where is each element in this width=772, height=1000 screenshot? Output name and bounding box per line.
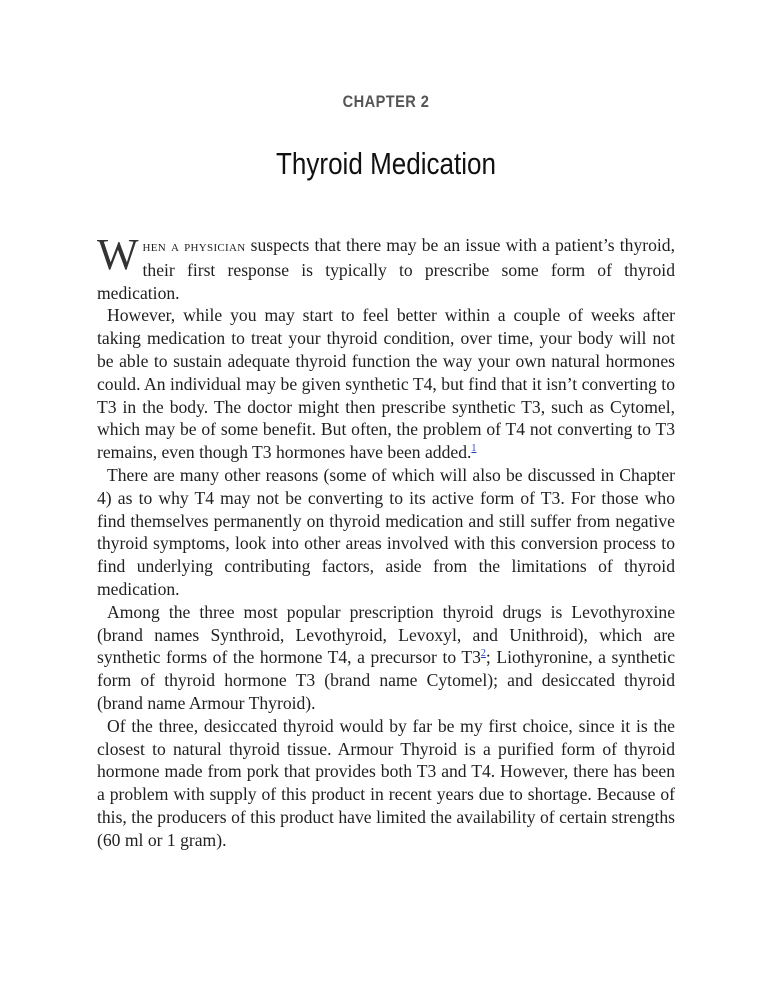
paragraph-1-text: suspects that there may be an issue with a patient’s thyroid, their first response is typically to prescribe some form of thyroid medication. [97,235,675,303]
paragraph-2 [97,304,675,464]
paragraph-3-text: There are many other reasons (some of which will also be discussed in Chapter 4) as to why T4 may not be converting to its active form of T3. For those who find themselves permanently on thyroid medication and still suffer from negative thyroid symptoms, look into other areas involved with this conversion process to find underlying contributing factors, aside from the limitations of thyroid medication. [97,464,675,599]
paragraph-1 [97,230,675,304]
paragraph-4 [97,601,675,715]
paragraph-5 [97,715,675,852]
chapter-label: CHAPTER 2 [342,92,430,111]
chapter-title: Thyroid Medication [275,146,497,181]
paragraph-2-text: However, while you may start to feel better within a couple of weeks after taking medication to treat your thyroid condition, over time, your body will not be able to sustain adequate thyroid function the way your own natural hormones could. An individual may be given synthetic T4, but find that it isn’t converting to T3 in the body. The doctor might then prescribe synthetic T3, such as Cytomel, which may be of some benefit. But often, the problem of T4 not converting to T3 remains, even though T3 hormones have been added. [97,305,675,463]
paragraph-5-text: Of the three, desiccated thyroid would by far be my first choice, since it is the closest to natural thyroid tissue. Armour Thyroid is a purified form of thyroid hormone made from pork that provides both T3 and T4. However, there has been a problem with supply of this product in recent years due to shortage. Because of this, the producers of this product have limited the availability of certain strengths (60 ml or 1 gram). [97,715,675,850]
footnote-link-1[interactable]: 1 [471,443,477,455]
paragraph-4-text-after: ; Liothyronine, a synthetic form of thyroid hormone T3 (brand name Cytomel); and desiccated thyroid (brand name Armour Thyroid). [97,647,676,713]
paragraph-3 [97,464,675,601]
drop-cap: W [97,230,139,279]
footnote-ref-1 [471,443,476,454]
paragraph-4-text-before: Among the three most popular prescription thyroid drugs is Levothyroxine (brand names Synthroid, Levothyroid, Levoxyl, and Unithroid), which are synthetic forms of the hormone T4, a precursor to T3 [97,601,675,668]
opening-small-caps: hen a physician [142,238,246,255]
footnote-link-2[interactable]: 2 [480,648,486,660]
chapter-body [97,230,676,852]
